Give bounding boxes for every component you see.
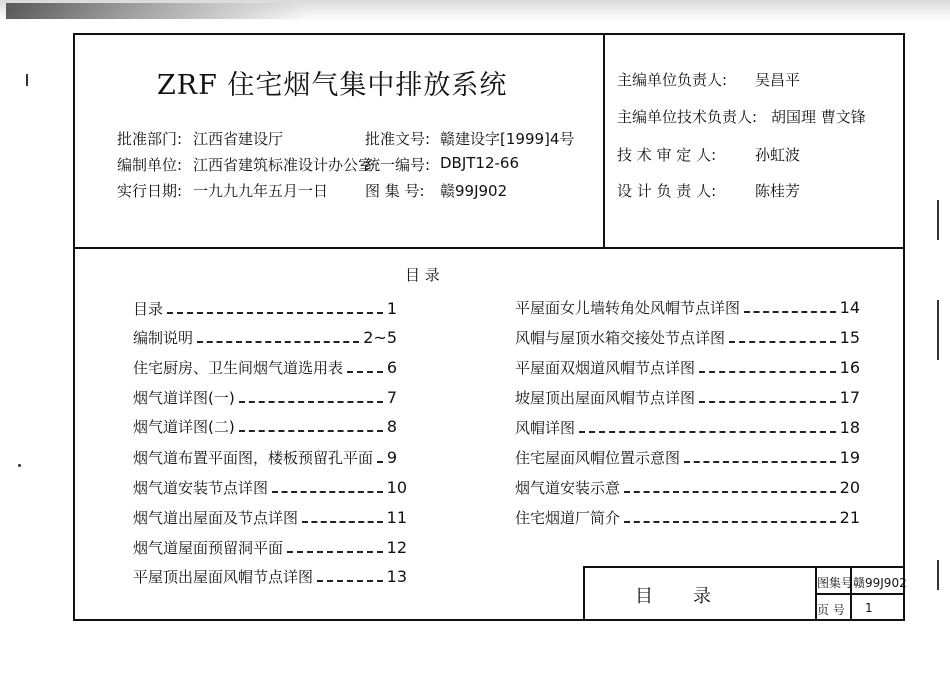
scan-mark xyxy=(26,74,28,86)
toc-entry-title: 编制说明 xyxy=(133,329,194,347)
toc-entry-page: 9 xyxy=(386,448,397,467)
toc-entry-title: 烟气道安装节点详图 xyxy=(133,479,269,497)
toc-entry-page: 20 xyxy=(839,478,860,497)
meta-value-effective-date: 一九九九年五月一日 xyxy=(193,182,329,200)
toc-entry-title: 烟气道布置平面图，楼板预留孔平面 xyxy=(133,449,374,467)
toc-entry-page: 1 xyxy=(386,299,397,318)
resp-value-chief-unit: 吴昌平 xyxy=(755,71,801,89)
resp-label-tech-chief: 主编单位技术负责人: xyxy=(617,108,758,126)
toc-entry-page: 7 xyxy=(386,388,397,407)
toc-entry-page: 14 xyxy=(839,298,860,317)
meta-label-approval-no: 批准文号: xyxy=(365,130,431,148)
toc-entry-title: 平屋面女儿墙转角处风帽节点详图 xyxy=(515,299,741,317)
meta-value-atlas-no: 赣99J902 xyxy=(440,182,508,200)
title-block-left xyxy=(583,566,585,619)
title-block-atlas-label: 图集号 xyxy=(817,576,854,590)
toc-entry xyxy=(515,357,860,377)
toc-entry xyxy=(133,507,407,527)
toc-entry-title: 住宅烟道厂简介 xyxy=(515,509,621,527)
resp-label-designer: 设 计 负 责 人: xyxy=(617,182,717,200)
toc-entry xyxy=(515,417,860,437)
meta-label-editor-unit: 编制单位: xyxy=(117,156,183,174)
toc-entry-page: 18 xyxy=(839,418,860,437)
drawing-frame xyxy=(73,33,905,621)
toc-entry-title: 烟气道屋面预留洞平面 xyxy=(133,539,284,557)
meta-label-effective-date: 实行日期: xyxy=(117,182,183,200)
title-block-atlas-value: 赣99J902 xyxy=(853,576,907,590)
resp-label-reviewer: 技 术 审 定 人: xyxy=(617,146,717,164)
toc-entry-page: 19 xyxy=(839,448,860,467)
toc-entry-title: 住宅屋面风帽位置示意图 xyxy=(515,449,681,467)
scan-mark xyxy=(937,560,939,590)
toc-entry xyxy=(133,537,407,557)
toc-entry xyxy=(133,566,407,586)
toc-entry xyxy=(515,387,860,407)
scan-edge-dark xyxy=(6,3,306,19)
meta-value-editor-unit: 江西省建筑标准设计办公室 xyxy=(193,156,374,174)
header-vertical-divider xyxy=(603,35,605,247)
toc-entry xyxy=(133,447,397,467)
toc-entry xyxy=(133,387,397,407)
toc-entry xyxy=(515,477,860,497)
toc-entry xyxy=(133,298,397,318)
toc-entry-title: 风帽详图 xyxy=(515,419,576,437)
toc-entry-page: 6 xyxy=(386,358,397,377)
resp-value-reviewer: 孙虹波 xyxy=(755,146,801,164)
toc-entry-title: 烟气道安装示意 xyxy=(515,479,621,497)
toc-entry xyxy=(515,297,860,317)
toc-entry-page: 10 xyxy=(386,478,407,497)
toc-entry-page: 17 xyxy=(839,388,860,407)
toc-heading: 目 录 xyxy=(405,266,440,284)
scan-mark xyxy=(937,300,939,360)
scan-mark xyxy=(18,464,21,467)
resp-value-designer: 陈桂芳 xyxy=(755,182,801,200)
scan-mark xyxy=(937,200,939,240)
meta-value-approval-dept: 江西省建设厅 xyxy=(193,130,284,148)
toc-entry xyxy=(133,327,397,347)
toc-entry-page: 2~5 xyxy=(363,328,397,347)
toc-entry xyxy=(133,357,397,377)
title-block-mid xyxy=(815,593,903,595)
toc-entry-page: 15 xyxy=(839,328,860,347)
page-title: ZRF 住宅烟气集中排放系统 xyxy=(157,70,508,101)
toc-entry-page: 12 xyxy=(386,538,407,557)
header-divider xyxy=(75,247,903,249)
toc-entry-title: 住宅厨房、卫生间烟气道选用表 xyxy=(133,359,344,377)
resp-value-tech-chief: 胡国理 曹文锋 xyxy=(771,108,866,126)
title-block-top xyxy=(583,566,903,568)
toc-entry-title: 坡屋顶出屋面风帽节点详图 xyxy=(515,389,696,407)
toc-entry-title: 烟气道详图(二) xyxy=(133,418,235,436)
title-block-page-value: 1 xyxy=(865,601,873,615)
meta-value-unified-no: DBJT12-66 xyxy=(440,154,520,172)
toc-entry xyxy=(515,327,860,347)
title-block-name: 目录 xyxy=(635,586,751,607)
toc-entry-page: 8 xyxy=(386,417,397,436)
toc-entry-title: 目录 xyxy=(133,300,164,318)
meta-label-unified-no: 统一编号: xyxy=(365,156,431,174)
meta-label-approval-dept: 批准部门: xyxy=(117,130,183,148)
toc-entry xyxy=(515,447,860,467)
toc-entry-title: 平屋顶出屋面风帽节点详图 xyxy=(133,568,314,586)
toc-entry-page: 13 xyxy=(386,567,407,586)
toc-entry-page: 16 xyxy=(839,358,860,377)
toc-entry-title: 风帽与屋顶水箱交接处节点详图 xyxy=(515,329,726,347)
toc-entry-page: 11 xyxy=(386,508,407,527)
toc-entry-page: 21 xyxy=(839,508,860,527)
toc-entry xyxy=(133,416,397,436)
toc-entry xyxy=(133,477,407,497)
meta-label-atlas-no: 图 集 号: xyxy=(365,182,425,200)
meta-value-approval-no: 赣建设字[1999]4号 xyxy=(440,130,575,148)
toc-entry-title: 烟气道出屋面及节点详图 xyxy=(133,509,299,527)
toc-entry xyxy=(515,507,860,527)
resp-label-chief-unit: 主编单位负责人: xyxy=(617,71,728,89)
toc-entry-title: 平屋面双烟道风帽节点详图 xyxy=(515,359,696,377)
title-block-page-label: 页 号 xyxy=(817,603,845,617)
toc-entry-title: 烟气道详图(一) xyxy=(133,389,235,407)
